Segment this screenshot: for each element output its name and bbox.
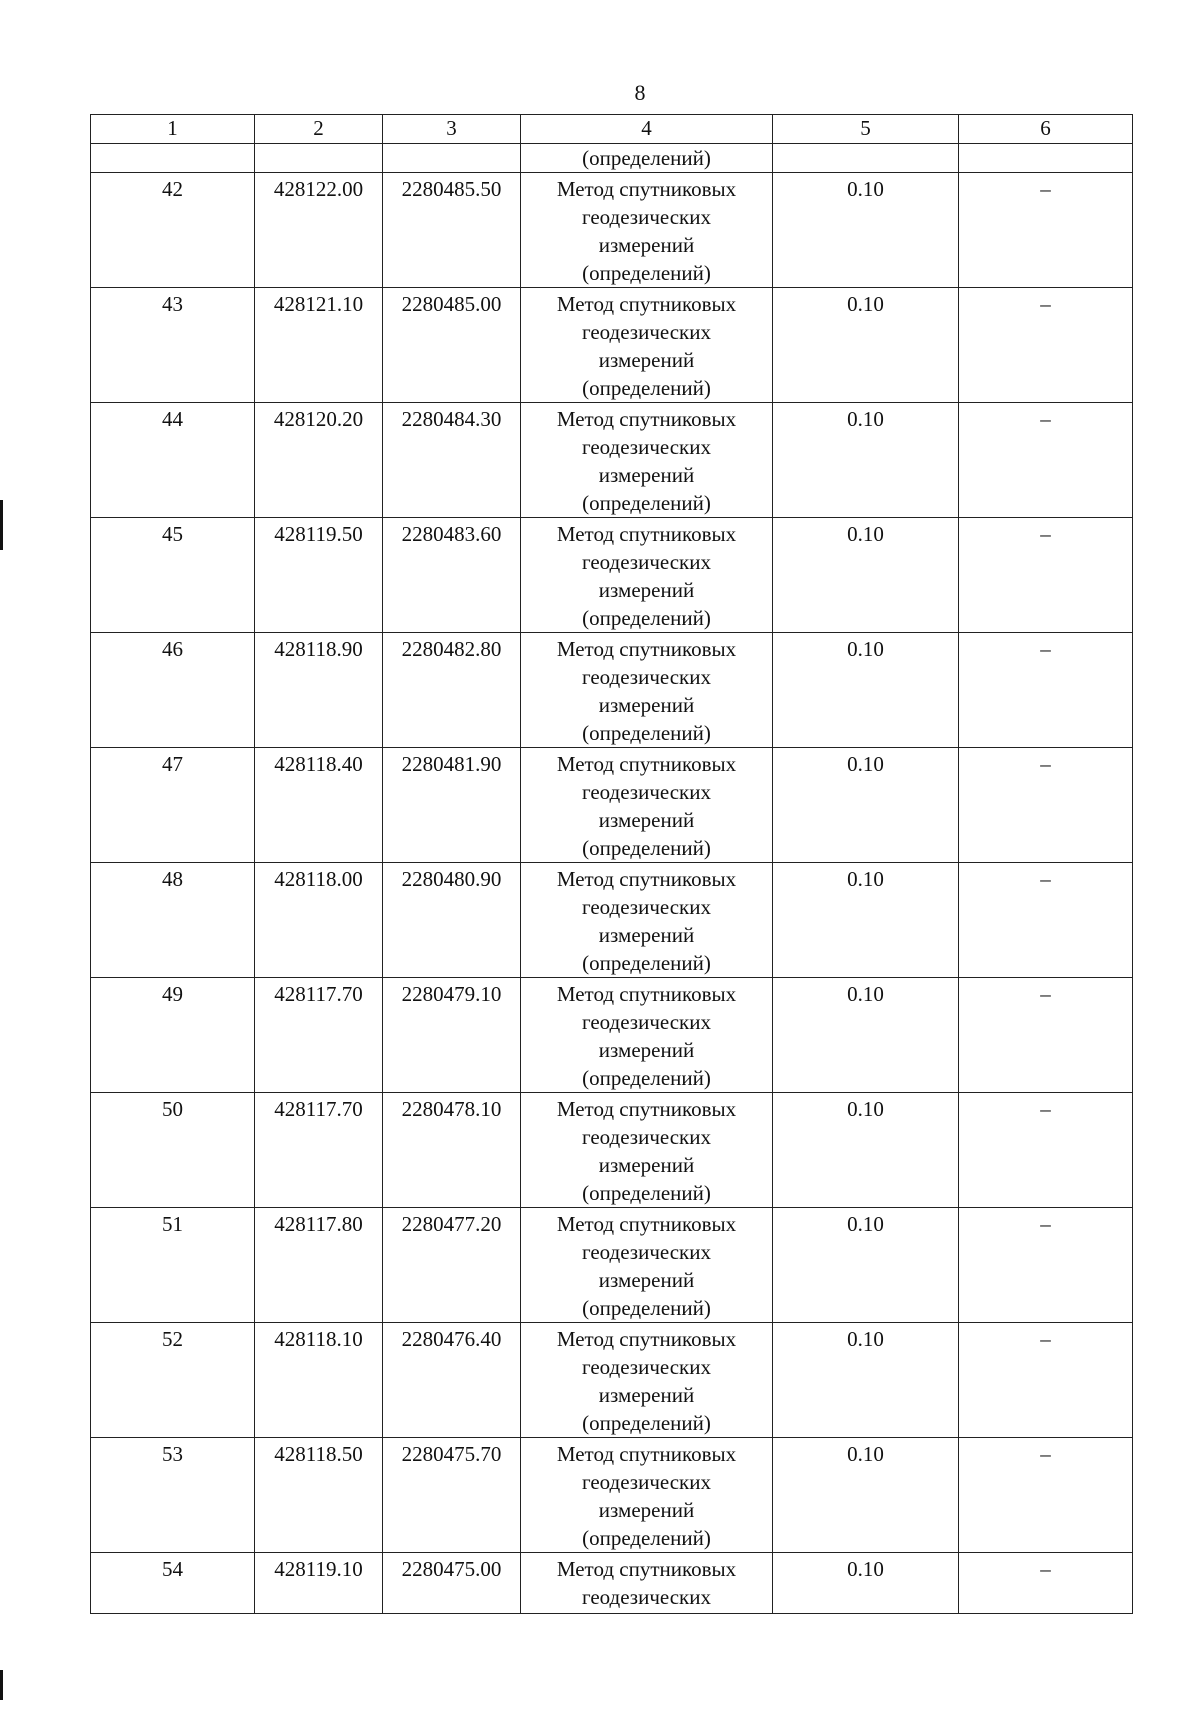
y-coordinate-cell: 2280485.50 xyxy=(383,173,521,288)
method-line: измерений xyxy=(598,578,695,602)
method-cell xyxy=(521,1553,773,1614)
method-line: (определений) xyxy=(582,1411,711,1435)
table-row xyxy=(91,1438,1133,1553)
method-line: (определений) xyxy=(582,491,711,515)
table-row xyxy=(91,978,1133,1093)
accuracy-cell: 0.10 xyxy=(773,1093,959,1208)
note-cell: – xyxy=(959,978,1133,1093)
method-line: измерений xyxy=(598,923,695,947)
method-cell xyxy=(521,978,773,1093)
x-coordinate-cell: 428118.50 xyxy=(255,1438,383,1553)
method-line: Метод спутниковых xyxy=(556,292,737,316)
method-line: геодезических xyxy=(581,1355,711,1379)
method-line: геодезических xyxy=(581,665,711,689)
y-coordinate-cell: 2280478.10 xyxy=(383,1093,521,1208)
method-line: Метод спутниковых xyxy=(556,1212,737,1236)
y-coordinate-cell: 2280480.90 xyxy=(383,863,521,978)
accuracy-cell: 0.10 xyxy=(773,863,959,978)
table-row xyxy=(91,288,1133,403)
note-cell: – xyxy=(959,1553,1133,1614)
method-line: (определений) xyxy=(582,261,711,285)
table-row xyxy=(91,1093,1133,1208)
x-coordinate-cell: 428117.70 xyxy=(255,978,383,1093)
accuracy-cell: 0.10 xyxy=(773,633,959,748)
accuracy-cell: 0.10 xyxy=(773,518,959,633)
method-cell xyxy=(521,173,773,288)
empty-cell xyxy=(773,144,959,173)
method-line: измерений xyxy=(598,1383,695,1407)
x-coordinate-cell: 428117.70 xyxy=(255,1093,383,1208)
x-coordinate-cell: 428118.10 xyxy=(255,1323,383,1438)
method-line: геодезических xyxy=(581,1470,711,1494)
column-number: 1 xyxy=(91,115,255,144)
column-number: 5 xyxy=(773,115,959,144)
method-line: геодезических xyxy=(581,1125,711,1149)
method-line: Метод спутниковых xyxy=(556,867,737,891)
note-cell: – xyxy=(959,173,1133,288)
x-coordinate-cell: 428122.00 xyxy=(255,173,383,288)
accuracy-cell: 0.10 xyxy=(773,288,959,403)
empty-cell xyxy=(383,144,521,173)
point-number-cell: 51 xyxy=(91,1208,255,1323)
empty-cell xyxy=(959,144,1133,173)
note-cell: – xyxy=(959,1093,1133,1208)
note-cell: – xyxy=(959,863,1133,978)
method-line: (определений) xyxy=(582,1066,711,1090)
method-line: Метод спутниковых xyxy=(556,1442,737,1466)
method-line: (определений) xyxy=(582,951,711,975)
x-coordinate-cell: 428118.00 xyxy=(255,863,383,978)
method-line: геодезических xyxy=(581,1240,711,1264)
table-row xyxy=(91,173,1133,288)
note-cell: – xyxy=(959,403,1133,518)
method-line: измерений xyxy=(598,693,695,717)
method-cell xyxy=(521,403,773,518)
x-coordinate-cell: 428120.20 xyxy=(255,403,383,518)
method-line: геодезических xyxy=(581,435,711,459)
point-number-cell: 52 xyxy=(91,1323,255,1438)
method-line: Метод спутниковых xyxy=(556,982,737,1006)
accuracy-cell: 0.10 xyxy=(773,1323,959,1438)
method-line: (определений) xyxy=(582,721,711,745)
column-number-row xyxy=(91,115,1133,144)
method-cell xyxy=(521,1208,773,1323)
method-line: геодезических xyxy=(581,550,711,574)
point-number-cell: 42 xyxy=(91,173,255,288)
y-coordinate-cell: 2280475.00 xyxy=(383,1553,521,1614)
method-line: (определений) xyxy=(582,606,711,630)
x-coordinate-cell: 428119.50 xyxy=(255,518,383,633)
scan-edge-mark xyxy=(0,1670,3,1700)
method-cell xyxy=(521,748,773,863)
method-line: геодезических xyxy=(581,1010,711,1034)
method-line: измерений xyxy=(598,808,695,832)
point-number-cell: 48 xyxy=(91,863,255,978)
method-line: Метод спутниковых xyxy=(556,1557,737,1581)
method-line: геодезических xyxy=(581,320,711,344)
method-cell xyxy=(521,288,773,403)
table-row xyxy=(91,633,1133,748)
table-row xyxy=(91,1208,1133,1323)
column-number: 4 xyxy=(521,115,773,144)
note-cell: – xyxy=(959,633,1133,748)
accuracy-cell: 0.10 xyxy=(773,748,959,863)
point-number-cell: 46 xyxy=(91,633,255,748)
accuracy-cell: 0.10 xyxy=(773,173,959,288)
note-cell: – xyxy=(959,1438,1133,1553)
point-number-cell: 44 xyxy=(91,403,255,518)
method-line: (определений) xyxy=(582,836,711,860)
method-line: измерений xyxy=(598,1038,695,1062)
accuracy-cell: 0.10 xyxy=(773,1438,959,1553)
table-row xyxy=(91,863,1133,978)
method-line: (определений) xyxy=(582,1296,711,1320)
method-cell: (определений) xyxy=(521,144,773,173)
y-coordinate-cell: 2280483.60 xyxy=(383,518,521,633)
note-cell: – xyxy=(959,288,1133,403)
method-line: (определений) xyxy=(582,1526,711,1550)
y-coordinate-cell: 2280485.00 xyxy=(383,288,521,403)
continuation-row xyxy=(91,144,1133,173)
note-cell: – xyxy=(959,518,1133,633)
empty-cell xyxy=(255,144,383,173)
method-line: измерений xyxy=(598,1268,695,1292)
point-number-cell: 45 xyxy=(91,518,255,633)
method-line: геодезических xyxy=(581,205,711,229)
method-line: Метод спутниковых xyxy=(556,522,737,546)
x-coordinate-cell: 428118.40 xyxy=(255,748,383,863)
x-coordinate-cell: 428117.80 xyxy=(255,1208,383,1323)
point-number-cell: 50 xyxy=(91,1093,255,1208)
method-line: измерений xyxy=(598,233,695,257)
method-line: Метод спутниковых xyxy=(556,1097,737,1121)
coordinates-table-body xyxy=(91,115,1133,1614)
note-cell: – xyxy=(959,1208,1133,1323)
point-number-cell: 43 xyxy=(91,288,255,403)
method-line: геодезических xyxy=(581,780,711,804)
scan-edge-mark xyxy=(0,500,3,550)
y-coordinate-cell: 2280477.20 xyxy=(383,1208,521,1323)
method-line: измерений xyxy=(598,463,695,487)
method-line: Метод спутниковых xyxy=(556,1327,737,1351)
method-cell xyxy=(521,1438,773,1553)
page-number: 8 xyxy=(634,80,646,105)
coordinates-table xyxy=(90,114,1133,1614)
table-row xyxy=(91,403,1133,518)
point-number-cell: 49 xyxy=(91,978,255,1093)
x-coordinate-cell: 428118.90 xyxy=(255,633,383,748)
accuracy-cell: 0.10 xyxy=(773,1208,959,1323)
note-cell: – xyxy=(959,1323,1133,1438)
table-row xyxy=(91,748,1133,863)
y-coordinate-cell: 2280475.70 xyxy=(383,1438,521,1553)
point-number-cell: 53 xyxy=(91,1438,255,1553)
empty-cell xyxy=(91,144,255,173)
point-number-cell: 54 xyxy=(91,1553,255,1614)
y-coordinate-cell: 2280481.90 xyxy=(383,748,521,863)
column-number: 6 xyxy=(959,115,1133,144)
column-number: 3 xyxy=(383,115,521,144)
method-cell xyxy=(521,518,773,633)
accuracy-cell: 0.10 xyxy=(773,403,959,518)
table-row xyxy=(91,1323,1133,1438)
method-line: (определений) xyxy=(582,1181,711,1205)
x-coordinate-cell: 428119.10 xyxy=(255,1553,383,1614)
method-cell xyxy=(521,863,773,978)
table-row xyxy=(91,518,1133,633)
method-cell xyxy=(521,1093,773,1208)
method-line: (определений) xyxy=(582,376,711,400)
method-line: геодезических xyxy=(581,895,711,919)
method-line: Метод спутниковых xyxy=(556,177,737,201)
table-row xyxy=(91,1553,1133,1614)
accuracy-cell: 0.10 xyxy=(773,978,959,1093)
method-cell xyxy=(521,633,773,748)
method-line: Метод спутниковых xyxy=(556,752,737,776)
y-coordinate-cell: 2280479.10 xyxy=(383,978,521,1093)
accuracy-cell: 0.10 xyxy=(773,1553,959,1614)
method-line: геодезических xyxy=(581,1585,711,1609)
method-line: измерений xyxy=(598,348,695,372)
method-line: измерений xyxy=(598,1498,695,1522)
method-cell xyxy=(521,1323,773,1438)
y-coordinate-cell: 2280476.40 xyxy=(383,1323,521,1438)
y-coordinate-cell: 2280484.30 xyxy=(383,403,521,518)
method-line: Метод спутниковых xyxy=(556,637,737,661)
method-line: измерений xyxy=(598,1153,695,1177)
y-coordinate-cell: 2280482.80 xyxy=(383,633,521,748)
note-cell: – xyxy=(959,748,1133,863)
point-number-cell: 47 xyxy=(91,748,255,863)
column-number: 2 xyxy=(255,115,383,144)
x-coordinate-cell: 428121.10 xyxy=(255,288,383,403)
method-line: Метод спутниковых xyxy=(556,407,737,431)
